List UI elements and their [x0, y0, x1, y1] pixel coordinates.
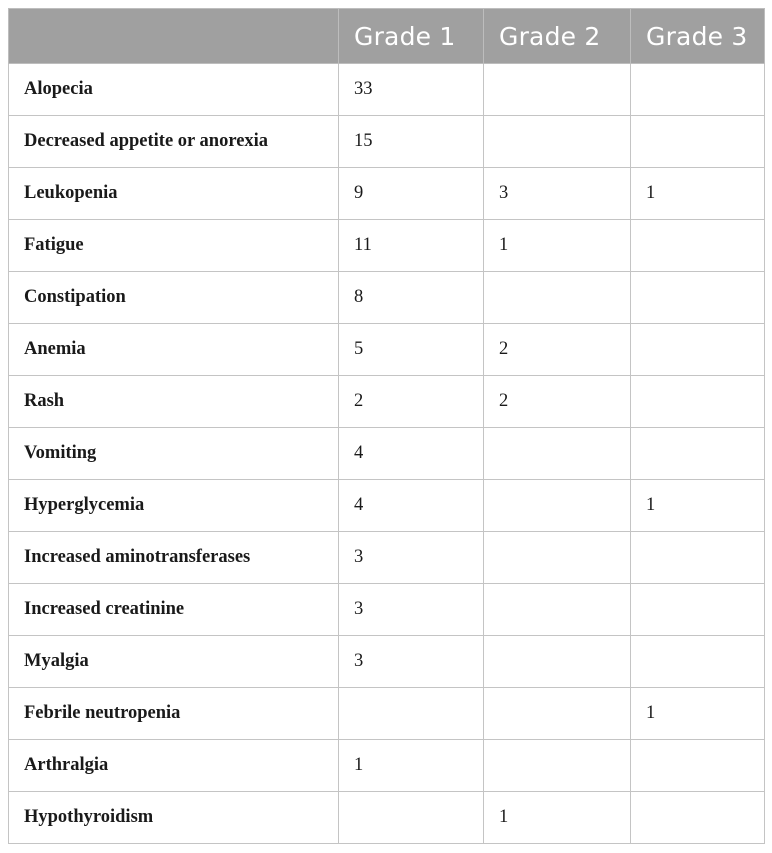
grade-2-cell: 2	[484, 324, 631, 376]
grade-2-cell	[484, 532, 631, 584]
grade-1-cell: 11	[339, 220, 484, 272]
grade-1-cell: 2	[339, 376, 484, 428]
grade-1-cell: 4	[339, 428, 484, 480]
grade-3-cell	[631, 584, 765, 636]
event-name-cell: Arthralgia	[9, 740, 339, 792]
grade-3-cell	[631, 64, 765, 116]
grade-1-cell: 1	[339, 740, 484, 792]
grade-3-cell	[631, 116, 765, 168]
grade-2-cell: 1	[484, 792, 631, 844]
grade-2-cell	[484, 480, 631, 532]
table-row	[9, 376, 765, 428]
grade-3-cell	[631, 272, 765, 324]
grade-2-cell	[484, 272, 631, 324]
table-row	[9, 428, 765, 480]
event-name-cell: Leukopenia	[9, 168, 339, 220]
grade-1-cell	[339, 792, 484, 844]
event-name-cell: Increased aminotransferases	[9, 532, 339, 584]
table-row	[9, 688, 765, 740]
grade-2-cell	[484, 740, 631, 792]
event-name-cell: Rash	[9, 376, 339, 428]
event-name-cell: Hyperglycemia	[9, 480, 339, 532]
header-cell-event	[9, 9, 339, 64]
grade-3-cell	[631, 376, 765, 428]
table-row	[9, 792, 765, 844]
grade-3-cell	[631, 220, 765, 272]
event-name-cell: Alopecia	[9, 64, 339, 116]
grade-1-cell: 3	[339, 584, 484, 636]
grade-2-cell	[484, 636, 631, 688]
grade-2-cell	[484, 116, 631, 168]
grade-3-cell: 1	[631, 168, 765, 220]
header-cell-grade-2: Grade 2	[484, 9, 631, 64]
header-cell-grade-3: Grade 3	[631, 9, 765, 64]
grade-3-cell	[631, 532, 765, 584]
table-row	[9, 324, 765, 376]
event-name-cell: Fatigue	[9, 220, 339, 272]
grade-1-cell: 8	[339, 272, 484, 324]
grade-1-cell: 3	[339, 636, 484, 688]
grade-1-cell	[339, 688, 484, 740]
grade-1-cell: 3	[339, 532, 484, 584]
table-row	[9, 116, 765, 168]
table-row	[9, 532, 765, 584]
grade-3-cell	[631, 636, 765, 688]
table-row	[9, 220, 765, 272]
event-name-cell: Vomiting	[9, 428, 339, 480]
table-body	[9, 64, 765, 844]
table-row	[9, 168, 765, 220]
table-row	[9, 272, 765, 324]
event-name-cell: Decreased appetite or anorexia	[9, 116, 339, 168]
grade-2-cell	[484, 428, 631, 480]
table-header	[9, 9, 765, 64]
event-name-cell: Anemia	[9, 324, 339, 376]
event-name-cell: Constipation	[9, 272, 339, 324]
event-name-cell: Myalgia	[9, 636, 339, 688]
grade-1-cell: 4	[339, 480, 484, 532]
event-name-cell: Hypothyroidism	[9, 792, 339, 844]
table-row	[9, 636, 765, 688]
table-row	[9, 64, 765, 116]
header-cell-grade-1: Grade 1	[339, 9, 484, 64]
grade-3-cell: 1	[631, 480, 765, 532]
grade-2-cell: 3	[484, 168, 631, 220]
grade-2-cell: 2	[484, 376, 631, 428]
grade-3-cell	[631, 324, 765, 376]
grade-2-cell	[484, 688, 631, 740]
grade-2-cell	[484, 584, 631, 636]
grade-3-cell: 1	[631, 688, 765, 740]
grade-1-cell: 15	[339, 116, 484, 168]
event-name-cell: Febrile neutropenia	[9, 688, 339, 740]
header-row	[9, 9, 765, 64]
table-row	[9, 480, 765, 532]
grade-3-cell	[631, 428, 765, 480]
grade-1-cell: 9	[339, 168, 484, 220]
grade-2-cell: 1	[484, 220, 631, 272]
grade-2-cell	[484, 64, 631, 116]
adverse-events-table-container	[8, 8, 764, 844]
grade-3-cell	[631, 792, 765, 844]
grade-1-cell: 33	[339, 64, 484, 116]
event-name-cell: Increased creatinine	[9, 584, 339, 636]
table-row	[9, 740, 765, 792]
adverse-events-table	[8, 8, 765, 844]
grade-3-cell	[631, 740, 765, 792]
grade-1-cell: 5	[339, 324, 484, 376]
table-row	[9, 584, 765, 636]
